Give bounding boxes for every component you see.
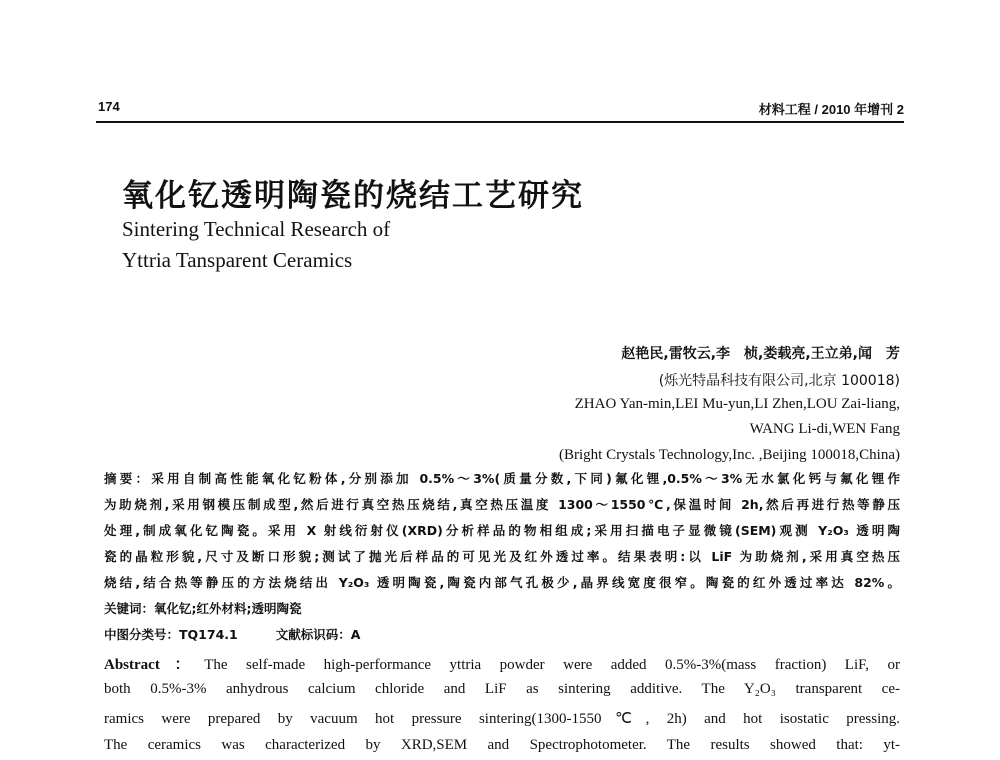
- keywords-value: 氧化钇;红外材料;透明陶瓷: [154, 601, 302, 616]
- clc-label: 中图分类号：: [104, 627, 180, 642]
- authors-en: ZHAO Yan-min,LEI Mu-yun,LI Zhen,LOU Zai-liang,: [574, 396, 900, 412]
- keywords-label: 关键词：: [104, 601, 155, 616]
- abstract-en-line: ramics were prepared by vacuum hot pressure sintering(1300-1550℃, 2h) and hot isostatic pressing.: [104, 711, 900, 727]
- abstract-cn-text: 采用自制高性能氧化钇粉体,分别添加 0.5%～3%(质量分数,下同)氟化锂,0.5%～3%无水氯化钙与氟化锂作: [151, 471, 900, 486]
- abstract-cn-line: 瓷的晶粒形貌,尺寸及断口形貌;测试了抛光后样品的可见光及红外透过率。结果表明:以 LiF 为助烧剂,采用真空热压: [104, 549, 900, 564]
- keywords: [104, 599, 900, 617]
- doc-code-label: 文献标识码：: [275, 627, 351, 642]
- title-en-line: Yttria Tansparent Ceramics: [122, 248, 353, 272]
- abstract-cn-line: 为助烧剂,采用钢模压制成型,然后进行真空热压烧结,真空热压温度 1300～1550℃,保温时间 2h,然后再进行热等静压: [104, 497, 900, 512]
- abstract-cn-label: 摘要：: [104, 471, 152, 486]
- affiliation-en: (Bright Crystals Technology,Inc. ,Beijing 100018,China): [559, 447, 900, 463]
- abstract-en-line: [104, 653, 900, 674]
- classification: [104, 625, 900, 643]
- affiliation-cn: (烁光特晶科技有限公司,北京 100018): [658, 373, 900, 389]
- abstract-en-line: both 0.5%-3% anhydrous calcium chloride and LiF as sintering additive. The Y₂O₃ transparent ce-: [104, 681, 900, 697]
- abstract-en-line: The ceramics was characterized by XRD,SEM and Spectrophotometer. The results showed that: yt-: [104, 737, 900, 753]
- title-cn: 氧化钇透明陶瓷的烧结工艺研究: [122, 178, 584, 214]
- abstract-cn-line: [104, 469, 900, 487]
- page-number: 174: [98, 99, 120, 114]
- journal-header: 材料工程 / 2010 年增刊 2: [758, 102, 904, 117]
- abstract-en-label: Abstract：: [104, 657, 205, 673]
- header-rule: [96, 121, 904, 123]
- abstract-cn-line: 烧结,结合热等静压的方法烧结出 Y₂O₃ 透明陶瓷,陶瓷内部气孔极少,晶界线宽度很窄。陶瓷的红外透过率达 82%。: [104, 575, 900, 590]
- clc-value: TQ174.1: [179, 627, 238, 642]
- authors-cn: 赵艳民,雷牧云,李 桢,娄载亮,王立弟,闻 芳: [621, 346, 900, 362]
- abstract-en-text: The self-made high-performance yttria powder were added 0.5%-3%(mass fraction) LiF, or: [204, 657, 900, 673]
- doc-code-value: A: [350, 627, 361, 642]
- abstract-cn-line: 处理,制成氧化钇陶瓷。采用 X 射线衍射仪(XRD)分析样品的物相组成;采用扫描电子显微镜(SEM)观测 Y₂O₃ 透明陶: [104, 523, 900, 538]
- title-en-line: Sintering Technical Research of: [122, 217, 391, 241]
- authors-en: WANG Li-di,WEN Fang: [749, 421, 900, 437]
